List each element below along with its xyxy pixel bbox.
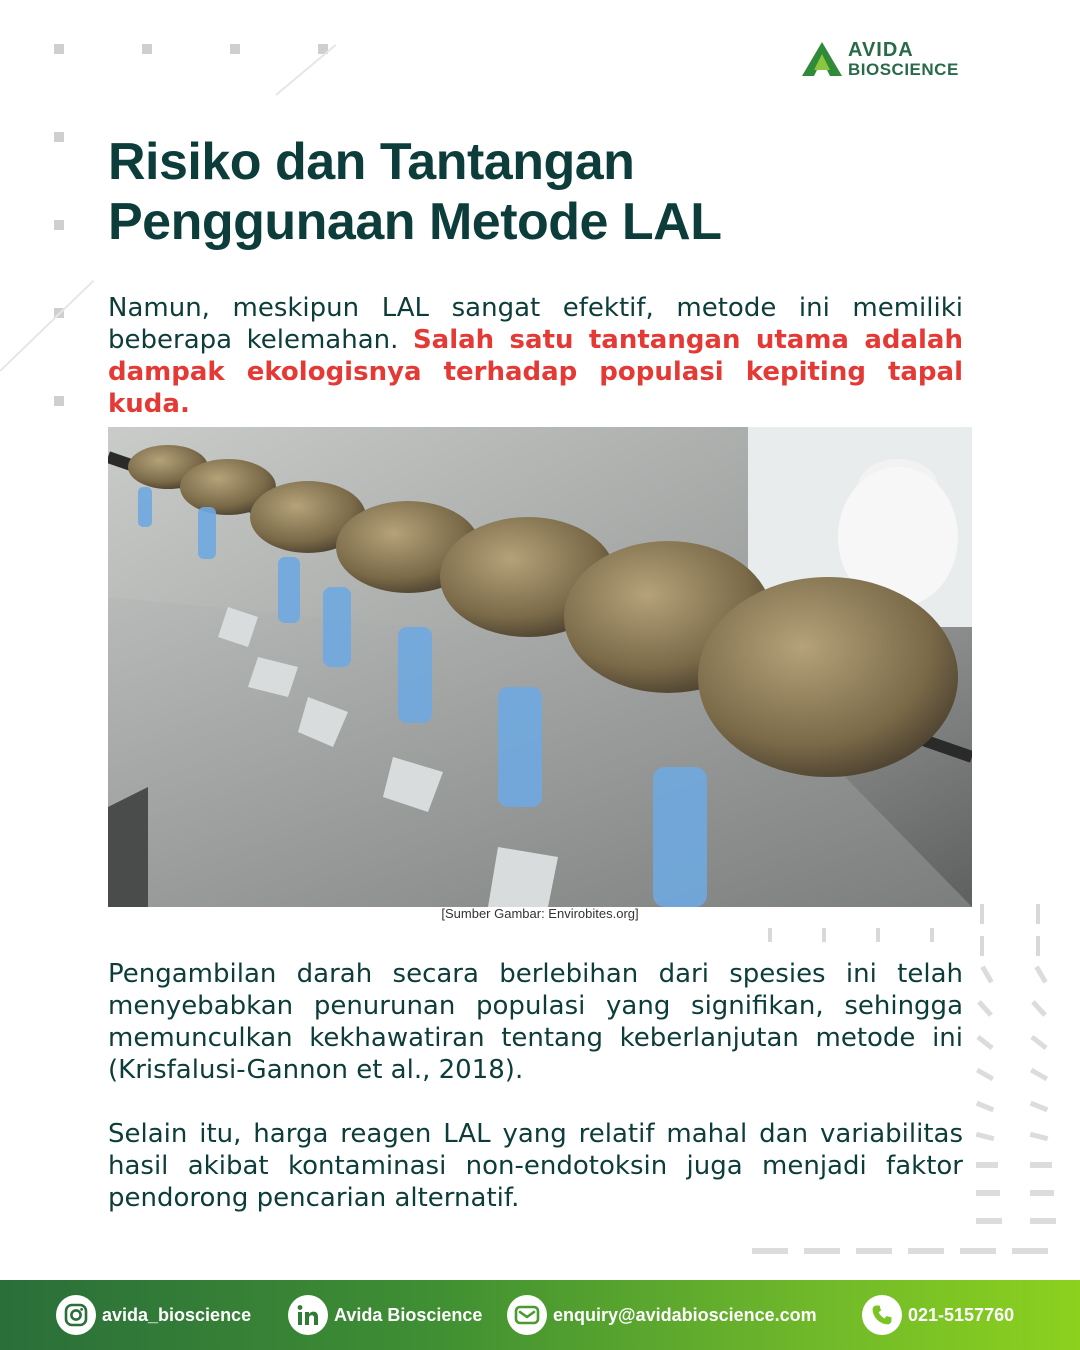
logo-icon [800,40,844,78]
brand-logo [800,40,1000,80]
contact-footer [0,1280,1080,1350]
image-caption: [Sumber Gambar: Envirobites.org] [441,906,639,921]
phone-link[interactable] [862,1295,1014,1335]
phone-icon [862,1295,902,1335]
page-title [108,132,988,252]
linkedin-link[interactable] [288,1295,482,1335]
horseshoe-crab-lab-illustration [108,427,972,907]
intro-highlight: Salah satu tantangan utama adalah dampak ekologisnya terhadap populasi kepiting tapal kuda. [108,325,963,419]
body-paragraph-1: Pengambilan darah secara berlebihan dari spesies ini telah menyebabkan penurunan populasi yang signifikan, sehingga memunculkan kekhawatiran tentang keberlanjutan metode ini (Krisfalusi-Gannon et al., 2018). [108,959,963,1085]
lab-photo [108,427,972,907]
title-line-1: Risiko dan Tantangan [108,133,635,191]
email-icon [507,1295,547,1335]
instagram-handle: avida_bioscience [102,1304,252,1325]
instagram-link[interactable] [56,1295,251,1335]
body-paragraph-2: Selain itu, harga reagen LAL yang relatif mahal dan variabilitas hasil akibat kontaminasi non-endotoksin juga menjadi faktor pendorong pencarian alternatif. [108,1119,963,1213]
linkedin-name: Avida Bioscience [334,1304,483,1325]
phone-number: 021-5157760 [908,1304,1015,1325]
email-address: enquiry@avidabioscience.com [553,1304,817,1325]
brand-name-line2: BIOSCIENCE [848,60,959,79]
brand-name-line1: AVIDA [848,39,914,61]
intro-paragraph [108,292,963,420]
linkedin-icon [288,1295,328,1335]
instagram-icon [56,1295,96,1335]
title-line-2: Penggunaan Metode LAL [108,193,722,251]
intro-text: Namun, meskipun LAL sangat efektif, metode ini memiliki beberapa kelemahan. [108,293,963,355]
email-link[interactable] [507,1295,817,1335]
